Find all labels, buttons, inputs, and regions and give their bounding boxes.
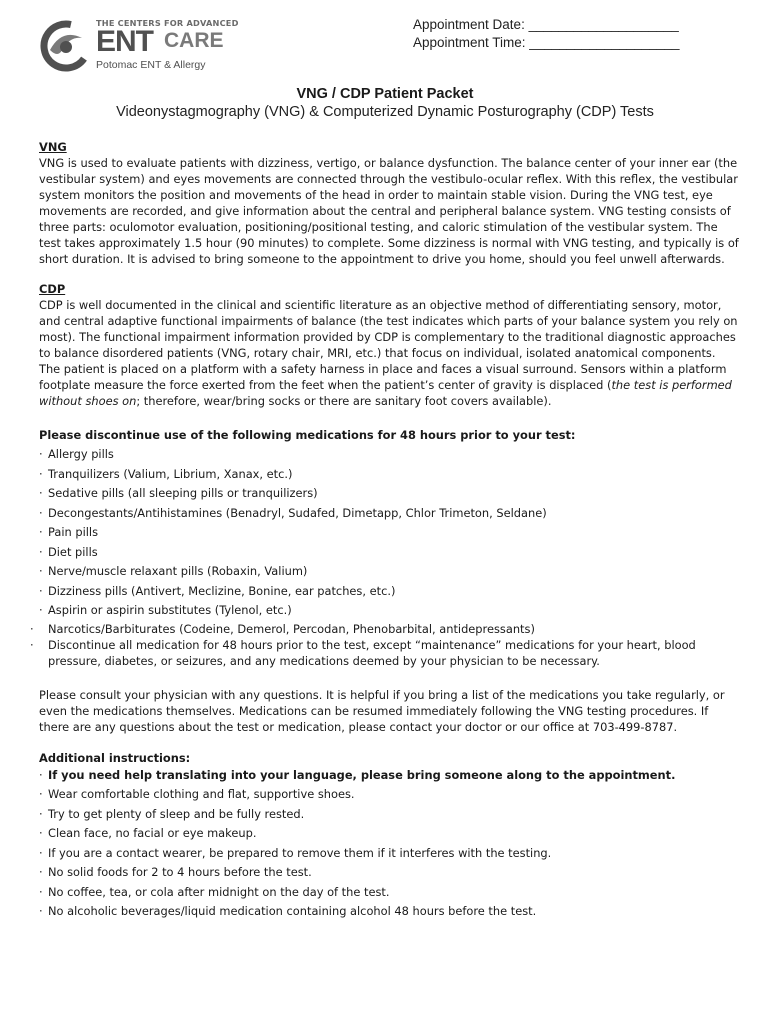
list-item: · No solid foods for 2 to 4 hours before the test. (39, 865, 312, 879)
ent-care-logo (40, 14, 240, 76)
additional-heading: Additional instructions: (39, 750, 191, 765)
vng-heading: VNG (39, 140, 67, 154)
list-item: · No coffee, tea, or cola after midnight on the day of the test. (39, 884, 390, 899)
list-item: · Aspirin or aspirin substitutes (Tylenol, etc.) (39, 603, 292, 617)
list-item: · Sedative pills (all sleeping pills or tranquilizers) (39, 486, 318, 500)
cdp-text-italic: the test is performed without shoes on (39, 378, 732, 408)
cdp-text-end: ; therefore, wear/bring socks or there are sanitary foot covers available). (136, 394, 552, 408)
additional-list (39, 766, 739, 922)
cdp-heading: CDP (39, 282, 66, 296)
appointment-block (413, 16, 679, 52)
list-item: · Discontinue all medication for 48 hours prior to the test, except “maintenance” medications for your heart, blood pressure, diabetes, or seizures, and any medications deemed by your physician to be necessary. (30, 637, 696, 668)
page-title: VNG / CDP Patient Packet (296, 86, 474, 102)
logo-tagline: THE CENTERS FOR ADVANCED (96, 18, 239, 28)
cdp-paragraph (39, 297, 739, 409)
vng-paragraph: VNG is used to evaluate patients with dizziness, vertigo, or balance dysfunction. The balance center of your inner ear (the vestibular system) and eyes movements are connected through the vestibulo-ocular reflex. With this reflex, the vestibular system monitors the position and movements of the head in order to maintain stable vision. During the VNG test, eye movements are recorded, and give information about the central and peripheral balance system. VNG testing consists of three parts: oculomotor evaluation, positioning/positional testing, and caloric stimulation of the vestibular system. The test takes approximately 1.5 hour (90 minutes) to complete. Some dizziness is normal with VNG testing, and typically is of short duration. It is advised to bring someone to the appointment to drive you home, should you feel unwell afterwards. (39, 156, 739, 266)
appointment-date-field[interactable]: Appointment Date: ____________________ (413, 17, 679, 32)
list-item: · Diet pills (39, 544, 98, 559)
list-item: · Allergy pills (39, 447, 114, 461)
list-item: · Tranquilizers (Valium, Librium, Xanax, etc.) (39, 466, 293, 481)
ent-care-swirl-icon (40, 20, 92, 72)
list-item: · No alcoholic beverages/liquid medication containing alcohol 48 hours before the test. (39, 904, 537, 918)
list-item: · Narcotics/Barbiturates (Codeine, Demerol, Percodan, Phenobarbital, antidepressants) (30, 621, 535, 636)
list-item: · Dizziness pills (Antivert, Meclizine, Bonine, ear patches, etc.) (39, 583, 396, 598)
medications-heading: Please discontinue use of the following medications for 48 hours prior to your test: (39, 428, 576, 442)
list-item: · Wear comfortable clothing and flat, supportive shoes. (39, 787, 355, 801)
logo-care-text: CARE (164, 29, 224, 52)
list-item: · Nerve/muscle relaxant pills (Robaxin, Valium) (39, 564, 308, 578)
medications-list (39, 445, 739, 621)
logo-ent-text: ENT (96, 25, 153, 58)
list-item: · Try to get plenty of sleep and be fully rested. (39, 806, 305, 821)
document-body (30, 139, 739, 922)
list-item: · If you are a contact wearer, be prepared to remove them if it interferes with the testing. (39, 845, 552, 860)
list-item: · If you need help translating into your language, please bring someone along to the appointment. (39, 767, 676, 782)
medications-list-continued (30, 621, 739, 669)
appointment-time-field[interactable]: Appointment Time: ____________________ (413, 35, 680, 50)
page-subtitle: Videonystagmography (VNG) & Computerized Dynamic Posturography (CDP) Tests (116, 104, 654, 120)
consult-paragraph: Please consult your physician with any questions. It is helpful if you bring a list of the medications you take regularly, or even the medications themselves. Medications can be resumed immediately following the VNG testing procedures. If there are any questions about the test or medication, please contact your doctor or our office at 703-499-8787. (39, 687, 725, 734)
cdp-text-main: CDP is well documented in the clinical and scientific literature as an objective method of differentiating sensory, motor, and central adaptive functional impairments of balance (the test indicates which parts of your balance system you rely on most). The functional impairment information provided by CDP is complementary to the traditional diagnostic approaches to balance disordered patients (VNG, rotary chair, MRI, etc.) that focus on individual, isolated anatomical components. The patient is placed on a platform with a safety harness in place and faces a visual surround. Sensors within a platform footplate measure the force exerted from the feet when the patient’s center of gravity is displaced ( (39, 298, 738, 392)
list-item: · Pain pills (39, 525, 99, 539)
list-item: · Decongestants/Antihistamines (Benadryl, Sudafed, Dimetapp, Chlor Trimeton, Seldane) (39, 505, 547, 520)
logo-subtitle: Potomac ENT & Allergy (96, 59, 206, 71)
list-item: · Clean face, no facial or eye makeup. (39, 826, 257, 840)
